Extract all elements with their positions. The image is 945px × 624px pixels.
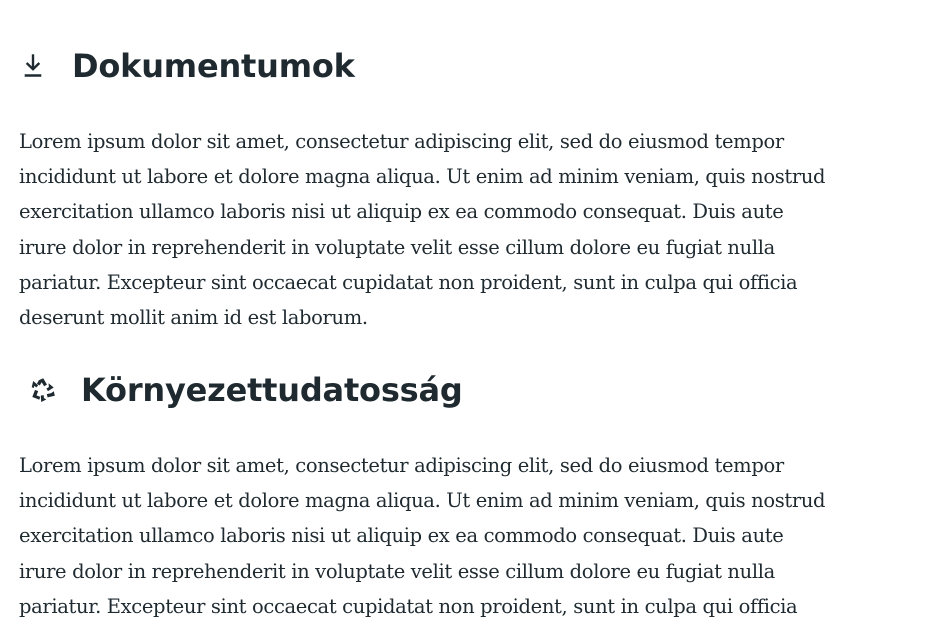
paragraph-line: pariatur. Excepteur sint occaecat cupidatat non proident, sunt in culpa qui officia: [19, 270, 798, 294]
download-icon: [20, 51, 46, 81]
paragraph-line: exercitation ullamco laboris nisi ut aliquip ex ea commodo consequat. Duis aute: [19, 200, 784, 224]
recycle-icon: [28, 375, 58, 405]
paragraph-line: Lorem ipsum dolor sit amet, consectetur adipiscing elit, sed do eiusmod tempor: [19, 130, 784, 153]
paragraph-line: exercitation ullamco laboris nisi ut aliquip ex ea commodo consequat. Duis aute: [19, 524, 784, 548]
documents-paragraph: [19, 124, 919, 335]
paragraph-line: deserunt mollit anim id est laborum.: [19, 306, 368, 330]
paragraph-line: incididunt ut labore et dolore magna aliqua. Ut enim ad minim veniam, quis nostrud: [19, 165, 826, 189]
documents-heading: [20, 47, 355, 85]
environment-paragraph: [19, 448, 919, 624]
paragraph-line: pariatur. Excepteur sint occaecat cupidatat non proident, sunt in culpa qui officia: [19, 594, 798, 618]
paragraph-line: irure dolor in reprehenderit in voluptate velit esse cillum dolore eu fugiat nulla: [19, 235, 775, 259]
paragraph-line: irure dolor in reprehenderit in voluptate velit esse cillum dolore eu fugiat nulla: [19, 559, 775, 583]
paragraph-line: incididunt ut labore et dolore magna aliqua. Ut enim ad minim veniam, quis nostrud: [19, 489, 826, 513]
paragraph-line: Lorem ipsum dolor sit amet, consectetur adipiscing elit, sed do eiusmod tempor: [19, 454, 784, 477]
environment-heading: [20, 371, 463, 409]
environment-title: Környezettudatosság: [81, 371, 463, 409]
documents-title: Dokumentumok: [72, 47, 355, 85]
